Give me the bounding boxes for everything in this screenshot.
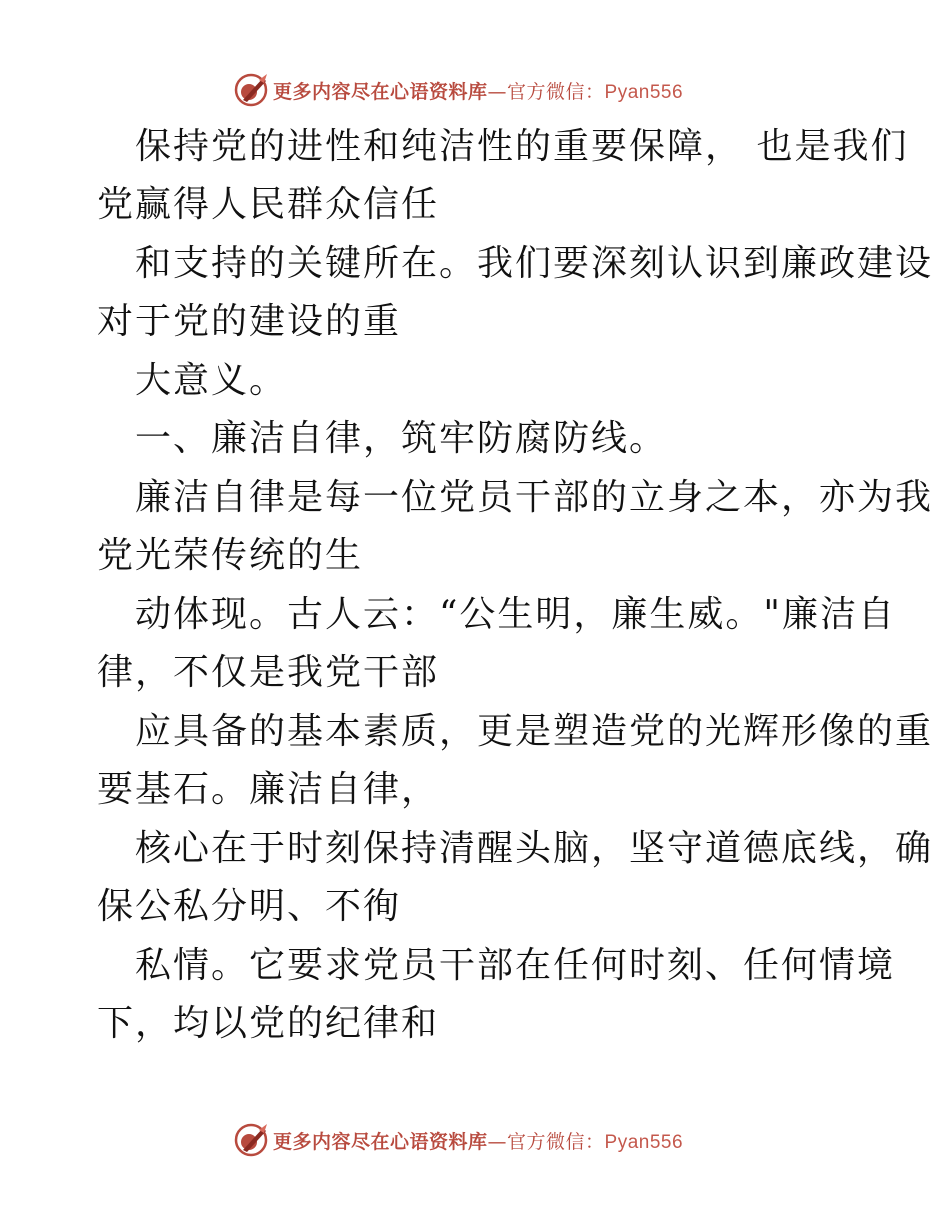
body-line: 要基石。廉洁自律， bbox=[97, 769, 440, 810]
body-line: 核心在于时刻保持清醒头脑，坚守道德底线，确 bbox=[135, 828, 934, 869]
quill-seal-icon bbox=[233, 1122, 269, 1158]
footer-watermark-inner bbox=[233, 1120, 683, 1160]
footer-watermark-text: 更多内容尽在心语资料库—官方微信：Pyan556 bbox=[273, 1130, 684, 1153]
quill-seal-icon bbox=[233, 72, 269, 108]
body-line: 党赢得人民群众信任 bbox=[97, 184, 440, 225]
body-line: 动体现。古人云：“公生明，廉生威。"廉洁自 bbox=[135, 594, 896, 635]
body-line: 和支持的关键所在。我们要深刻认识到廉政建设 bbox=[135, 243, 934, 284]
body-line: 应具备的基本素质，更是塑造党的光辉形像的重 bbox=[135, 711, 934, 752]
body-line: 下，均以党的纪律和 bbox=[97, 1003, 440, 1044]
body-line: 对于党的建设的重 bbox=[97, 301, 402, 342]
body-line: 律，不仅是我党干部 bbox=[97, 652, 440, 693]
body-line: 廉洁自律是每一位党员干部的立身之本，亦为我 bbox=[135, 477, 934, 518]
body-line: 保持党的进性和纯洁性的重要保障， 也是我们 bbox=[135, 126, 909, 167]
body-line: 大意义。 bbox=[135, 360, 288, 401]
body-line: 保公私分明、不徇 bbox=[97, 886, 402, 927]
header-watermark-text: 更多内容尽在心语资料库—官方微信：Pyan556 bbox=[273, 80, 684, 103]
header-watermark-banner bbox=[0, 70, 950, 110]
footer-watermark-banner bbox=[0, 1120, 950, 1160]
body-line: 党光荣传统的生 bbox=[97, 535, 364, 576]
section-heading: 一、廉洁自律，筑牢防腐防线。 bbox=[135, 418, 668, 459]
header-watermark-inner bbox=[233, 70, 683, 110]
body-line: 私情。它要求党员干部在任何时刻、任何情境 bbox=[135, 945, 896, 986]
